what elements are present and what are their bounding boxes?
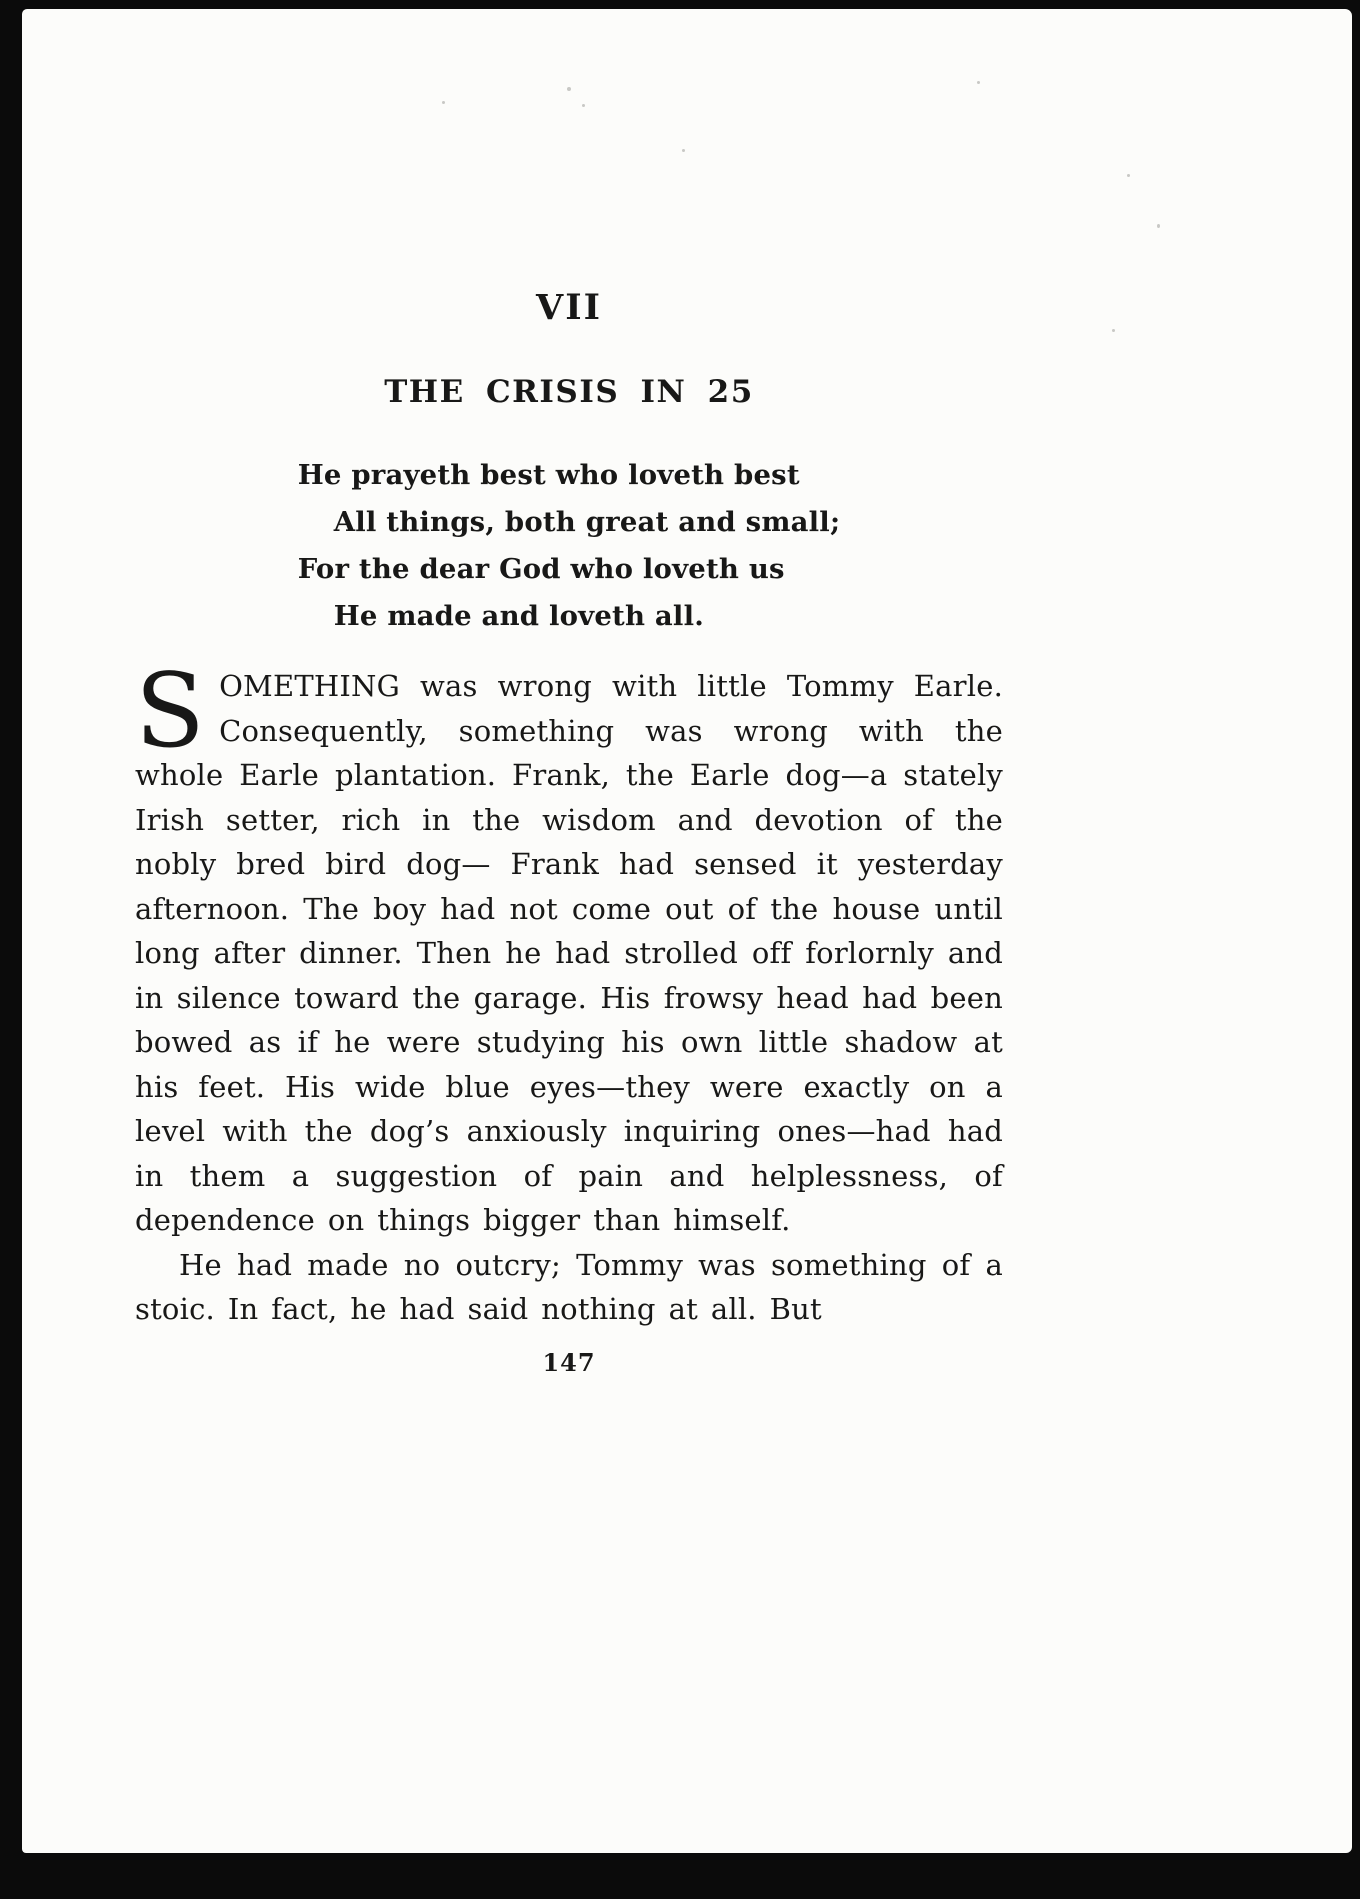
chapter-number: VII bbox=[536, 287, 602, 328]
epigraph bbox=[298, 452, 841, 640]
chapter-title: THE CRISIS IN 25 bbox=[384, 374, 754, 410]
book-page bbox=[22, 9, 1352, 1853]
scan-speck bbox=[682, 149, 685, 152]
page-content bbox=[135, 287, 1003, 1377]
paragraph-text: OMETHING was wrong with little Tommy Earle. Consequently, something was wrong with the whole Earle plantation. Frank, the Earle dog—a stately Irish setter, rich in the wisdom and devotion of the nobly bred bird dog— Frank had sensed it yesterday afternoon. The boy had not come out of the house until long after dinner. Then he had strolled off forlornly and in silence toward the garage. His frowsy head had been bowed as if he were studying his own little shadow at his feet. His wide blue eyes—they were exactly on a level with the dog’s anxiously inquiring ones—had had in them a suggestion of pain and helplessness, of dependence on things bigger than himself. bbox=[135, 669, 1003, 1237]
epigraph-line: He prayeth best who loveth best bbox=[297, 459, 800, 491]
body-paragraph bbox=[135, 1243, 1003, 1332]
scan-speck bbox=[442, 101, 445, 104]
epigraph-line: He made and loveth all. bbox=[333, 600, 704, 632]
scan-speck bbox=[582, 104, 585, 107]
drop-cap: S bbox=[135, 652, 206, 771]
scan-speck bbox=[977, 81, 980, 84]
epigraph-line: For the dear God who loveth us bbox=[297, 553, 785, 585]
scan-speck bbox=[1127, 174, 1130, 177]
scan-speck bbox=[567, 87, 571, 91]
scan-speck bbox=[1157, 224, 1160, 228]
scan-speck bbox=[1112, 329, 1115, 332]
epigraph-line: All things, both great and small; bbox=[333, 506, 841, 538]
paragraph-text: He had made no outcry; Tommy was something of a stoic. In fact, he had said nothing at all. But bbox=[135, 1247, 1003, 1326]
body-paragraph bbox=[135, 652, 1003, 1243]
page-number: 147 bbox=[542, 1347, 596, 1377]
